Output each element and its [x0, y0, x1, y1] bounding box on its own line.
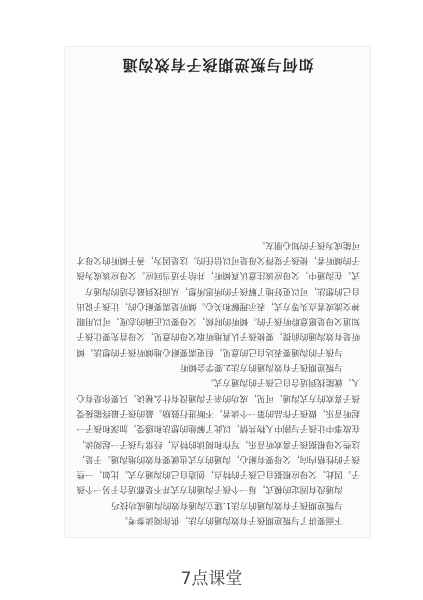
paragraph: 下面要讲了与叛逆期孩子有效沟通的方法，供你阅读参考。 — [119, 515, 343, 525]
document-body — [75, 81, 360, 527]
paragraph: 沟通没有固定的模式，每一个孩子沟通的方式并不是都适合于另一个孩子。因此，父母应根据自己孩子的特点，创造自己的沟通方式。比如，一些孩子的性格内向，父母要有耐心，沟通的方式也就要有效的地沟通。于是，这些父母根据孩子喜欢听音乐，写作和阅读的特点，经常与孩子一起阅读，在故事中让孩子与剧中人物共情，以此了解他的想法和感受，加深和孩子一起听音乐，做孩子作品的第一个读者，不断进行鼓励。最的孩子最终能接受孩子喜欢的方式沟通，可见，成功的亲子沟通没有什么秘诀，只要你是有心人，就能找到适合自己孩子的沟通方式。 — [76, 377, 360, 495]
watermark-caption: 7点课堂 — [180, 569, 243, 589]
document-title: 如何与叛逆期孩子有效沟通 — [121, 56, 314, 74]
paragraph: 与叛逆期孩子有效沟通的方法2.要学会倾听 — [179, 362, 343, 373]
paragraph: 与叛逆期孩子有效沟通的方法1.建立沟通有效的沟通成功技巧 — [111, 499, 343, 510]
document-page — [64, 46, 371, 538]
paragraph: 与孩子的沟通要表达自己的意见，但更需要耐心地倾听孩子的想法。倾听是有效沟通的前提，要使孩子认真地听取父母的意见，父母首先要让孩子知道父母是愿意聆听孩子的。倾听的时候，父母要以正确的态度，可以用眼神交流或者点头等方式，表示理解和关心。倾听是需要耐心的，让孩子说出自己的想法，可以更好地了解孩子的所思所想，从而找到最合适的沟通方式。在沟通中，父母应该注意认真倾听，并给予适当回应。父母应该成为孩子的倾听者，使孩子觉得父母是可以信任的。这是因为，善于倾听的父母才可能成为孩子的知心朋友。 — [76, 239, 360, 357]
